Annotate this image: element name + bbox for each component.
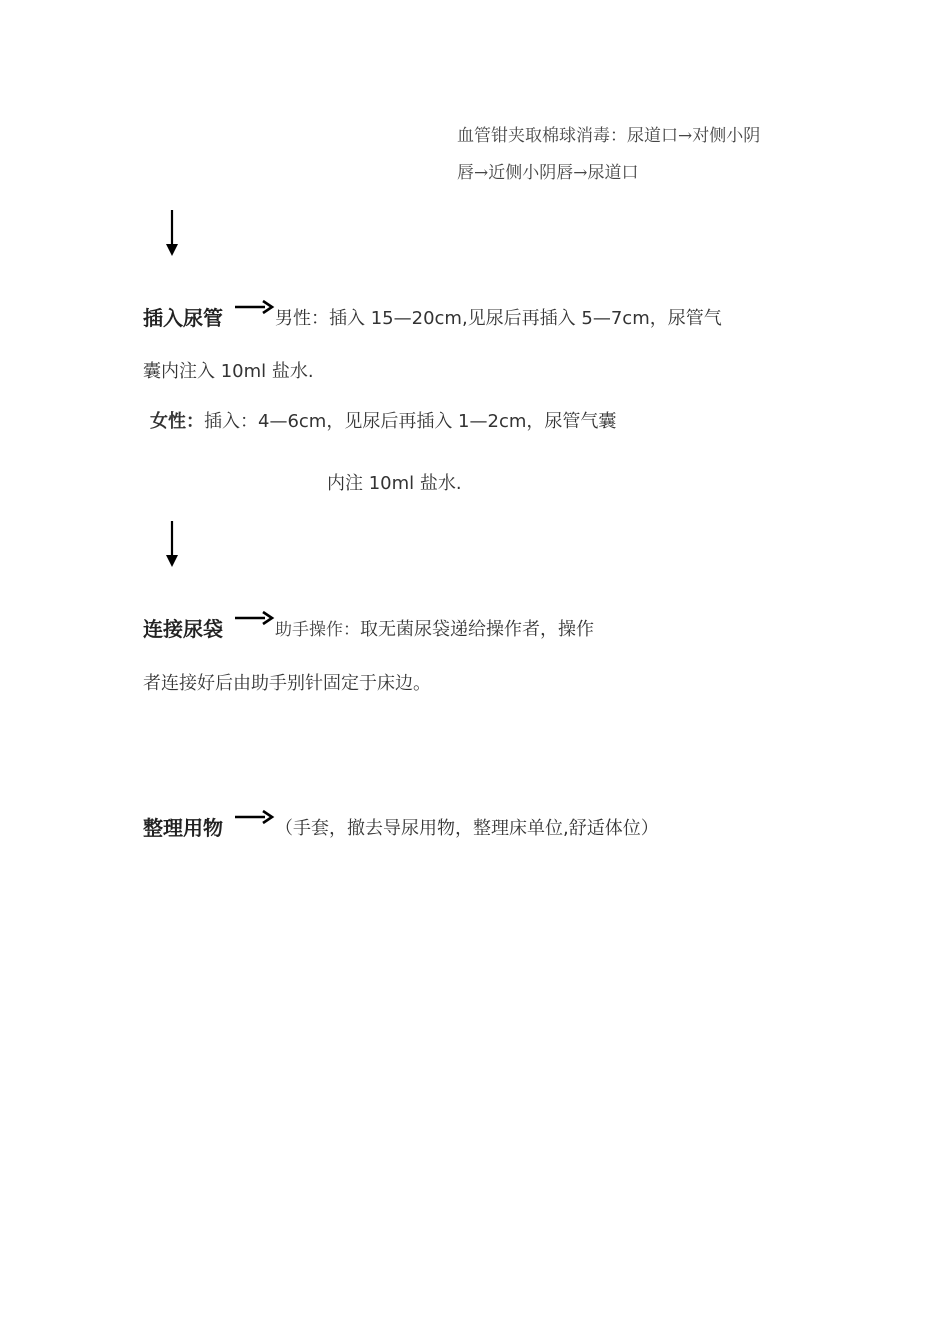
- insert-male-line-1: 男性：插入 15—20cm,见尿后再插入 5—7cm，尿管气: [275, 308, 722, 329]
- disinfect-line-1: 血管钳夹取棉球消毒：尿道口→对侧小阴: [457, 126, 761, 146]
- arrow-down-icon: [162, 208, 182, 258]
- connect-line-2: 者连接好后由助手别针固定于床边。: [143, 673, 431, 694]
- insert-female-row: [150, 411, 616, 433]
- connect-line-1: [275, 619, 594, 641]
- female-label: 女性：: [150, 411, 204, 432]
- tidy-heading: 整理用物: [143, 816, 223, 840]
- arrow-right-icon: [233, 808, 275, 826]
- disinfect-line-2: 唇→近侧小阴唇→尿道口: [457, 163, 639, 183]
- connect-line-1-rest: 取无菌尿袋递给操作者，操作: [360, 619, 594, 640]
- insert-heading: 插入尿管: [143, 306, 223, 330]
- arrow-right-icon: [233, 609, 275, 627]
- insert-female-line-2: 内注 10ml 盐水.: [327, 473, 462, 494]
- arrow-right-icon: [233, 298, 275, 316]
- assist-label: 助手操作：: [275, 620, 360, 640]
- arrow-down-icon: [162, 519, 182, 569]
- insert-female-line-1: 插入：4—6cm，见尿后再插入 1—2cm，尿管气囊: [204, 411, 617, 432]
- tidy-detail: （手套，撤去导尿用物，整理床单位,舒适体位）: [275, 818, 659, 839]
- connect-heading: 连接尿袋: [143, 617, 223, 641]
- insert-male-line-2: 囊内注入 10ml 盐水.: [143, 361, 314, 382]
